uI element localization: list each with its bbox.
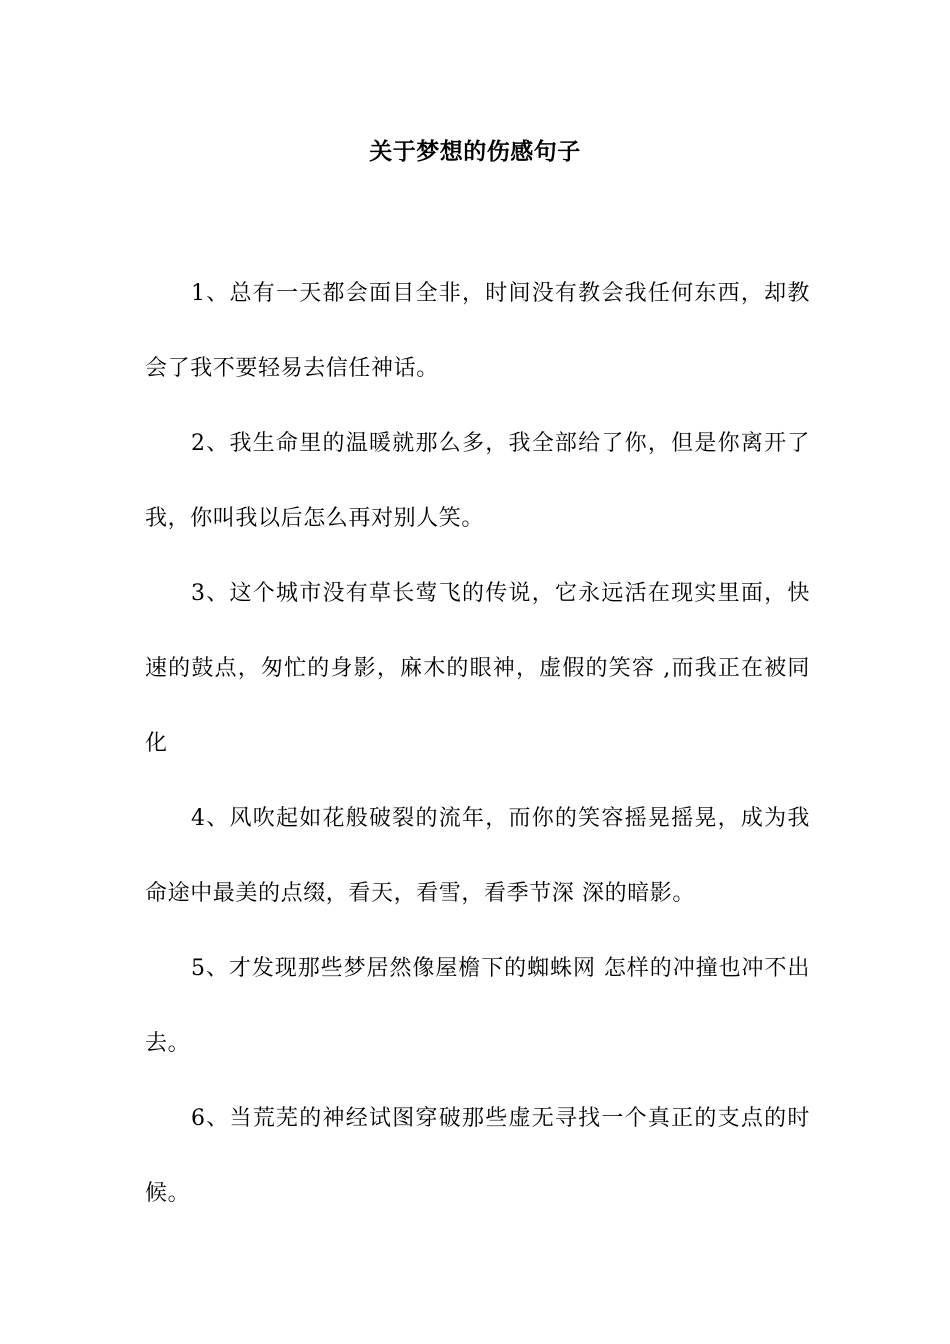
- paragraph-1: 1、总有一天都会面目全非，时间没有教会我任何东西，却教会了我不要轻易去信任神话。: [145, 281, 810, 381]
- paragraph-4: 4、风吹起如花般破裂的流年，而你的笑容摇晃摇晃，成为我命途中最美的点缀，看天，看雪，看季节深 深的暗影。: [145, 806, 810, 906]
- paragraph-3: 3、这个城市没有草长莺飞的传说，它永远活在现实里面，快速的鼓点，匆忙的身影，麻木的眼神，虚假的笑容 ,而我正在被同化: [145, 581, 810, 756]
- paragraph-5: 5、才发现那些梦居然像屋檐下的蜘蛛网 怎样的冲撞也冲不出去。: [145, 956, 810, 1056]
- paragraph-2: 2、我生命里的温暖就那么多，我全部给了你，但是你离开了我，你叫我以后怎么再对别人笑。: [145, 431, 810, 531]
- page-title: 关于梦想的伤感句子: [369, 139, 581, 165]
- paragraph-6: 6、当荒芜的神经试图穿破那些虚无寻找一个真正的支点的时候。: [145, 1106, 810, 1206]
- document-body: [145, 256, 810, 1231]
